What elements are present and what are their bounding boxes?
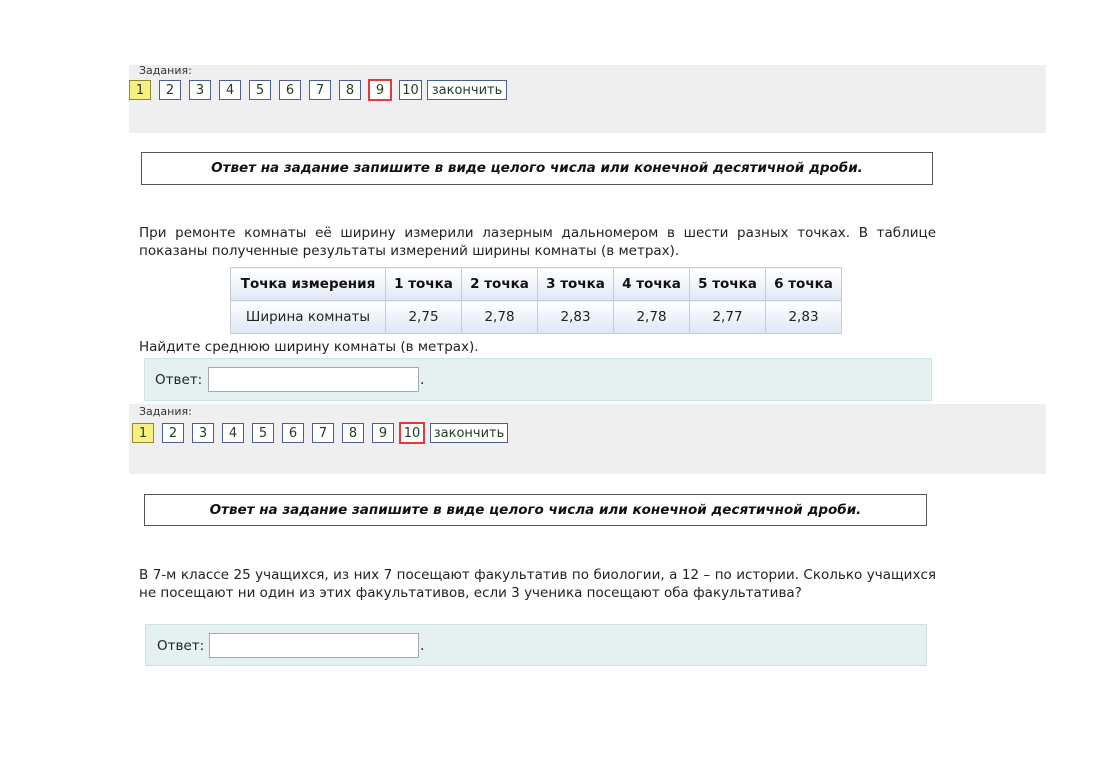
task-button-3[interactable]: 3 (192, 423, 214, 443)
task-button-2[interactable]: 2 (162, 423, 184, 443)
problem-text: В 7-м классе 25 учащихся, из них 7 посещают факультатив по биологии, а 12 – по истории. Сколько учащихся не посещают ни один из этих факультативов, если 3 ученика посещают оба факультатива? (139, 567, 936, 601)
task-button-5[interactable]: 5 (252, 423, 274, 443)
answer-dot: . (420, 372, 425, 388)
task-button-8[interactable]: 8 (339, 80, 361, 100)
task-button-6[interactable]: 6 (279, 80, 301, 100)
task-button-4[interactable]: 4 (219, 80, 241, 100)
finish-button[interactable]: закончить (430, 423, 508, 443)
table-header-cell: 2 точка (462, 268, 538, 301)
table-header-cell: Точка измерения (231, 268, 386, 301)
table-cell: 2,83 (766, 301, 842, 334)
task-button-6[interactable]: 6 (282, 423, 304, 443)
task-button-1[interactable]: 1 (129, 80, 151, 100)
task-button-9[interactable]: 9 (372, 423, 394, 443)
answer-label: Ответ: (155, 372, 203, 388)
table-cell: 2,75 (386, 301, 462, 334)
table-header-cell: 5 точка (690, 268, 766, 301)
task-button-5[interactable]: 5 (249, 80, 271, 100)
answer-label: Ответ: (157, 638, 205, 654)
table-cell: Ширина комнаты (231, 301, 386, 334)
question-text: Найдите среднюю ширину комнаты (в метрах). (139, 339, 479, 355)
answer-instruction: Ответ на задание запишите в виде целого числа или конечной десятичной дроби. (144, 494, 927, 526)
task-button-7[interactable]: 7 (312, 423, 334, 443)
task-button-10[interactable]: 10 (399, 422, 425, 444)
table-cell: 2,77 (690, 301, 766, 334)
task-button-1[interactable]: 1 (132, 423, 154, 443)
answer-dot: . (420, 638, 425, 654)
task-button-3[interactable]: 3 (189, 80, 211, 100)
table-header-cell: 3 точка (538, 268, 614, 301)
tasks-label: Задания: (139, 64, 192, 77)
measurements-table (230, 267, 842, 334)
task-button-7[interactable]: 7 (309, 80, 331, 100)
answer-input[interactable] (208, 367, 419, 392)
answer-box (144, 358, 932, 401)
table-header-cell: 4 точка (614, 268, 690, 301)
table-header-cell: 6 точка (766, 268, 842, 301)
task-button-9[interactable]: 9 (368, 79, 392, 101)
task-navigation-bar (129, 404, 1046, 474)
table-cell: 2,78 (462, 301, 538, 334)
answer-instruction: Ответ на задание запишите в виде целого числа или конечной десятичной дроби. (141, 152, 933, 185)
problem-text: При ремонте комнаты её ширину измерили лазерным дальномером в шести разных точках. В таблице показаны полученные результаты измерений ширины комнаты (в метрах). (139, 225, 936, 259)
task-button-2[interactable]: 2 (159, 80, 181, 100)
task-navigation-bar (129, 65, 1046, 133)
finish-button[interactable]: закончить (427, 80, 507, 100)
task-button-8[interactable]: 8 (342, 423, 364, 443)
answer-box (145, 624, 927, 666)
task-button-4[interactable]: 4 (222, 423, 244, 443)
tasks-label: Задания: (139, 405, 192, 418)
task-button-10[interactable]: 10 (399, 80, 422, 100)
answer-input[interactable] (209, 633, 419, 658)
table-header-cell: 1 точка (386, 268, 462, 301)
table-row (231, 301, 842, 334)
table-cell: 2,83 (538, 301, 614, 334)
table-header-row (231, 268, 842, 301)
table-cell: 2,78 (614, 301, 690, 334)
